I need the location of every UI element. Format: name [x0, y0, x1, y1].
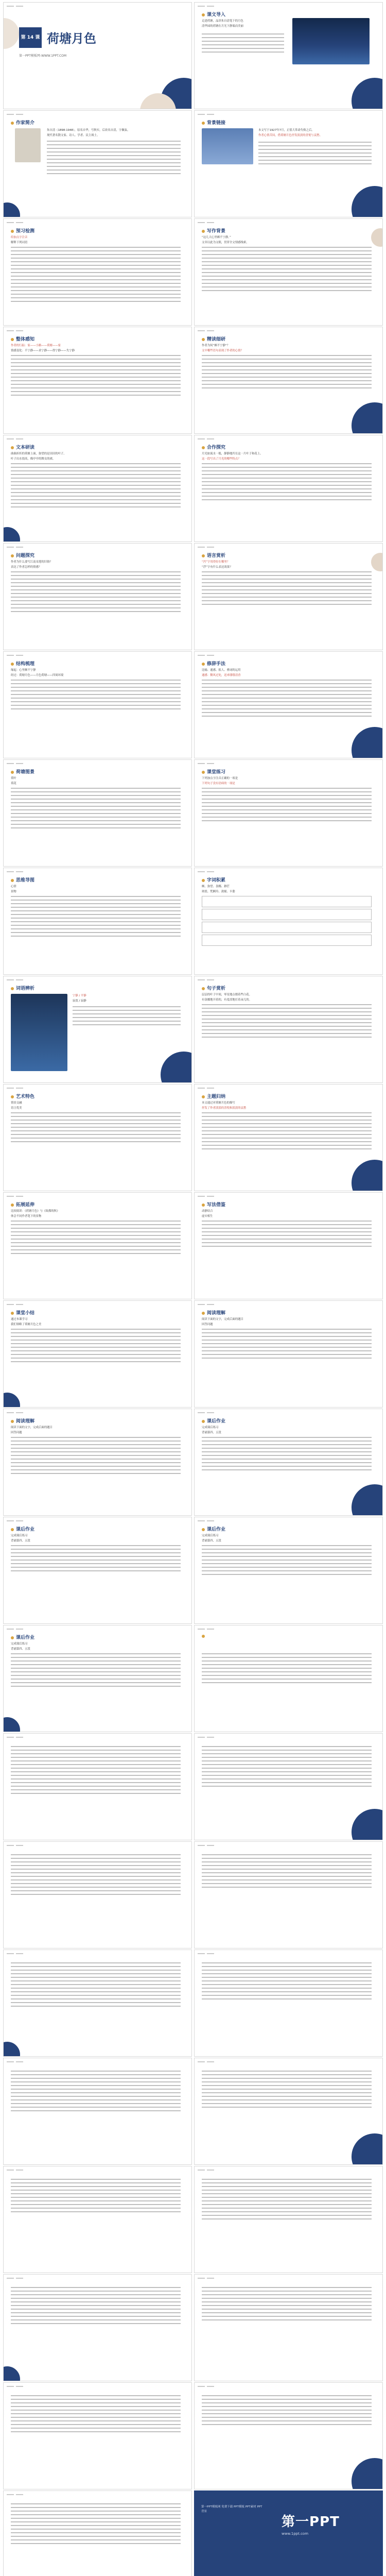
- text-lines: [11, 2179, 181, 2215]
- decor-circle-blue: [352, 1160, 383, 1191]
- bullet-dot-icon: [11, 554, 14, 557]
- slide-text: 通过本课学习 我们领略了荷塘月色之美: [11, 1318, 42, 1327]
- bullet-dot-icon: [202, 338, 205, 341]
- text-lines: [47, 141, 181, 177]
- slide-46[interactable]: [194, 2382, 383, 2489]
- slide-header: [198, 1844, 216, 1847]
- lotus-image: [202, 128, 253, 164]
- text-lines: [202, 463, 372, 503]
- slide-header: [7, 221, 25, 224]
- slide-35[interactable]: [3, 1841, 192, 1948]
- bullet-dot-icon: [202, 446, 205, 449]
- slide-text: 荷叶 荷花: [11, 777, 16, 786]
- bullet-dot-icon: [11, 1636, 14, 1639]
- slide-text: 层层的叶子中间，零星地点缀着些白花。 有袅娜地开着的，有羞涩地打着朵儿的。: [202, 993, 252, 1002]
- slide-23[interactable]: [3, 1192, 192, 1299]
- text-lines: [11, 2395, 181, 2435]
- bullet-dot-icon: [202, 1312, 205, 1315]
- slide-tag: 字词积累: [202, 876, 225, 883]
- decor-circle-blue: [3, 1393, 20, 1408]
- slide-text: 本文写于1927年7月，正值大革命失败之后。 作者心情苦闷，借荷塘月色抒发淡淡的喜悦与哀愁。: [258, 129, 322, 138]
- text-lines: [202, 2287, 372, 2323]
- decor-circle-blue: [3, 527, 20, 542]
- lesson-badge: 第 14 课: [19, 27, 42, 48]
- slide-header: [7, 2385, 25, 2388]
- slide-tag: 课后作业: [11, 1634, 34, 1640]
- text-lines: [202, 788, 372, 824]
- slide-header: [7, 2168, 25, 2172]
- slide-header: [7, 1952, 25, 1955]
- decor-circle-beige: [371, 553, 383, 571]
- text-lines: [202, 2179, 372, 2222]
- slide-header: [198, 437, 216, 440]
- slide-header: [198, 2277, 216, 2280]
- bullet-dot-icon: [202, 1635, 205, 1638]
- text-lines: [11, 788, 181, 831]
- slide-text: 完成课后练习 背诵第四、五段: [202, 1426, 221, 1435]
- brand-left-text: 第一PPT模板网 免费下载 PPT模板 PPT素材 PPT背景: [201, 2505, 262, 2513]
- slide-6[interactable]: [194, 218, 383, 326]
- decor-circle-blue: [352, 2458, 383, 2489]
- slide-text: 动静结合 虚实相生: [202, 1210, 213, 1218]
- slide-text: 走进荷塘，品读朱自清笔下的月色 清华园的荷塘在月光下静谧而美丽: [202, 20, 243, 28]
- text-lines: [202, 680, 372, 719]
- slide-text: 心情 景物: [11, 885, 16, 894]
- cover-title: 荷塘月色: [47, 31, 96, 46]
- slide-9[interactable]: [3, 435, 192, 542]
- slide-18[interactable]: [194, 868, 383, 975]
- slide-header: [7, 2277, 25, 2280]
- slide-header: [7, 113, 25, 116]
- slide-19[interactable]: [3, 976, 192, 1083]
- text-lines: [202, 1653, 372, 1686]
- slide-tag: 课堂小结: [11, 1309, 34, 1316]
- text-lines: [202, 1112, 372, 1152]
- slide-29[interactable]: [3, 1517, 192, 1624]
- slide-text: 完成课后练习 背诵第四、五段: [202, 1534, 221, 1543]
- decor-circle-blue: [352, 1484, 383, 1516]
- text-lines: [11, 1112, 181, 1145]
- slide-40[interactable]: [194, 2058, 383, 2165]
- slide-header: [198, 2060, 216, 2063]
- decor-circle-blue: [3, 2366, 20, 2381]
- bullet-dot-icon: [11, 338, 14, 341]
- end-slide[interactable]: [194, 2490, 383, 2576]
- slide-14[interactable]: [194, 651, 383, 758]
- slide-header: [7, 1519, 25, 1522]
- text-lines: [11, 1329, 181, 1365]
- slide-header: [198, 1195, 216, 1198]
- slide-text: 给加点字注音 解释下列词语: [11, 236, 28, 245]
- slide-tag: 写作背景: [202, 227, 225, 234]
- brand-panel: [194, 2490, 383, 2576]
- slide-header: [198, 978, 216, 981]
- slide-header: [7, 1303, 25, 1306]
- bullet-dot-icon: [202, 1528, 205, 1531]
- slide-tag: 荷塘图景: [11, 768, 34, 775]
- slide-header: [7, 2060, 25, 2063]
- cover-slide[interactable]: [3, 2, 192, 109]
- bullet-dot-icon: [11, 1528, 14, 1531]
- slide-tag: 拓展延伸: [11, 1201, 34, 1208]
- text-lines: [11, 1437, 181, 1477]
- cover-subtitle: 第一PPT模板网-WWW.1PPT.COM: [19, 54, 67, 58]
- slide-header: [7, 1087, 25, 1090]
- slide-text: 情景交融 语言优美: [11, 1101, 22, 1110]
- slide-tag: 课后作业: [11, 1526, 34, 1532]
- slide-header: [7, 1195, 25, 1198]
- slide-tag: 词语辨析: [11, 985, 34, 991]
- bullet-dot-icon: [202, 987, 205, 990]
- slide-header: [7, 437, 25, 440]
- text-lines: [11, 896, 181, 939]
- slide-25[interactable]: [3, 1300, 192, 1408]
- slide-42[interactable]: [194, 2166, 383, 2273]
- slide-41[interactable]: [3, 2166, 192, 2273]
- slide-31[interactable]: [3, 1625, 192, 1732]
- text-lines: [11, 571, 181, 615]
- bullet-dot-icon: [11, 1420, 14, 1423]
- slide-header: [198, 1519, 216, 1522]
- text-lines: [202, 2071, 372, 2110]
- bullet-dot-icon: [202, 122, 205, 125]
- slide-header: [7, 1736, 25, 1739]
- author-portrait: [15, 128, 41, 162]
- slide-text: 颇、弥望、袅娜、渺茫 斑驳、梵婀玲、敛裾、丰姿: [202, 885, 235, 894]
- decor-circle-blue: [352, 78, 383, 109]
- slide-text: “这几天心里颇不宁静。” 文章以此为文眼，贯穿全文情感线索。: [202, 236, 249, 245]
- slide-24[interactable]: [194, 1192, 383, 1299]
- bullet-dot-icon: [11, 1095, 14, 1098]
- bullet-dot-icon: [11, 1312, 14, 1315]
- moon-pond-image: [292, 18, 370, 64]
- bullet-dot-icon: [202, 13, 205, 16]
- text-lines: [73, 1006, 181, 1028]
- slide-text: 阅读下面的文字，完成后面的题目 回答问题: [11, 1426, 52, 1435]
- text-lines: [202, 1004, 372, 1040]
- slide-32[interactable]: [194, 1625, 383, 1732]
- bullet-dot-icon: [11, 1204, 14, 1207]
- slide-header: [198, 221, 216, 224]
- decor-circle-beige-left: [3, 18, 19, 49]
- slide-header: [7, 329, 25, 332]
- slide-20[interactable]: [194, 976, 383, 1083]
- decor-circle-blue: [352, 727, 383, 758]
- slide-text: 作者的行踪：家——小路——荷塘——家 情感变化：不宁静——求宁静——得宁静——失宁静: [11, 344, 75, 353]
- slide-tag: 合作探究: [202, 444, 225, 450]
- text-lines: [11, 2287, 181, 2327]
- slide-13[interactable]: [3, 651, 192, 758]
- slide-tag: 语言赏析: [202, 552, 225, 558]
- bullet-dot-icon: [202, 1420, 205, 1423]
- text-lines: [202, 1746, 372, 1789]
- text-lines: [202, 1854, 372, 1890]
- decor-circle-blue: [352, 2133, 383, 2165]
- decor-circle-blue: [3, 1717, 20, 1732]
- slide-tag: 文本研读: [11, 444, 34, 450]
- slide-tag: 课堂练习: [202, 768, 225, 775]
- slide-tag: 思维导图: [11, 876, 34, 883]
- slide-tag: [202, 1634, 207, 1639]
- bullet-dot-icon: [11, 987, 14, 990]
- slide-tag: 课后作业: [202, 1417, 225, 1424]
- slide-tag: 艺术特色: [11, 1093, 34, 1099]
- slide-text: 比喻、通感、拟人、叠词的运用 通感：微风过处，送来缕缕清香: [202, 669, 241, 677]
- decor-circle-blue: [3, 2042, 20, 2057]
- slide-tag: 修辞手法: [202, 660, 225, 667]
- slide-header: [198, 654, 216, 657]
- text-lines: [11, 1545, 181, 1574]
- bullet-dot-icon: [11, 122, 14, 125]
- slide-tag: 问题探究: [11, 552, 34, 558]
- slide-tag: 背景链接: [202, 119, 225, 126]
- bullet-dot-icon: [202, 771, 205, 774]
- slide-tag: 预习检测: [11, 227, 34, 234]
- slide-header: [7, 870, 25, 873]
- slide-15[interactable]: [3, 759, 192, 867]
- slide-tag: 精读细研: [202, 335, 225, 342]
- slide-44[interactable]: [194, 2274, 383, 2381]
- slide-34[interactable]: [194, 1733, 383, 1840]
- slide-text: 作者为什么要写江南采莲的旧俗？ 表达了作者怎样的情感？: [11, 561, 52, 569]
- slide-text: 宁静 / 平静 寂寞 / 寂静: [73, 994, 86, 1003]
- slide-text: 本文通过对荷塘月色的描写 抒发了作者淡淡的喜悦和淡淡的哀愁: [202, 1101, 247, 1110]
- brand-subtitle: www.1ppt.com: [282, 2532, 309, 2536]
- slide-header: [198, 329, 216, 332]
- slide-10[interactable]: [194, 435, 383, 542]
- slide-22[interactable]: [194, 1084, 383, 1191]
- slide-3[interactable]: [3, 110, 192, 217]
- slide-header: [7, 5, 25, 8]
- slide-tag: 句子赏析: [202, 985, 225, 991]
- slide-header: [198, 546, 216, 549]
- slide-7[interactable]: [3, 327, 192, 434]
- slide-text: 完成课后练习 背诵第四、五段: [11, 1534, 30, 1543]
- text-lines: [11, 2071, 181, 2114]
- text-lines: [202, 1221, 372, 1249]
- slide-text: 缘起：心里颇不宁静 经过：荷塘月色——月色荷塘——四周环境: [11, 669, 64, 677]
- text-lines: [202, 1329, 372, 1361]
- slide-text: 作者为何“颇不宁静”？ 文中哪些语句表现了作者的心情？: [202, 344, 243, 353]
- decor-circle-blue: [352, 1809, 383, 1840]
- text-lines: [11, 463, 181, 510]
- bullet-dot-icon: [11, 879, 14, 882]
- bullet-dot-icon: [11, 771, 14, 774]
- slide-2[interactable]: [194, 2, 383, 109]
- slide-5[interactable]: [3, 218, 192, 326]
- slide-text: 下列加点字注音正确的一项是 下列句子没有语病的一项是: [202, 777, 238, 786]
- slide-tag: 课文导入: [202, 11, 225, 18]
- slide-26[interactable]: [194, 1300, 383, 1408]
- slide-17[interactable]: [3, 868, 192, 975]
- text-lines: [202, 571, 372, 607]
- text-lines: [11, 2503, 181, 2547]
- slide-tag: 阅读理解: [202, 1309, 225, 1316]
- bullet-dot-icon: [11, 663, 14, 666]
- slide-tag: 作家简介: [11, 119, 34, 126]
- text-lines: [11, 1854, 181, 1897]
- slide-text: 朱自清（1898-1948），原名自华，号秋实，后改名自清，字佩弦。 现代著名散文家、诗人、学者、民主战士。: [47, 129, 130, 138]
- slide-header: [198, 1087, 216, 1090]
- slide-43[interactable]: [3, 2274, 192, 2381]
- slide-text: 阅读下面的文字，完成后面的题目 回答问题: [202, 1318, 243, 1327]
- text-lines: [202, 1437, 372, 1473]
- slide-text: 比较阅读：《荷塘月色》与《故都的秋》 体会不同作者笔下的景物: [11, 1210, 60, 1218]
- slide-tag: 主题归纳: [202, 1093, 225, 1099]
- slide-text: 曲曲折折的荷塘上面，弥望的是田田的叶子。 叶子出水很高，像亭亭的舞女的裙。: [11, 452, 66, 461]
- bullet-dot-icon: [11, 230, 14, 233]
- text-lines: [202, 2395, 372, 2428]
- slide-36[interactable]: [194, 1841, 383, 1948]
- slide-header: [198, 1411, 216, 1414]
- slide-header: [7, 1844, 25, 1847]
- slide-header: [7, 1628, 25, 1631]
- lotus-night-image: [11, 994, 67, 1071]
- slide-header: [7, 2493, 25, 2496]
- slide-16[interactable]: [194, 759, 383, 867]
- slide-tag: 阅读理解: [11, 1417, 34, 1424]
- slide-header: [198, 762, 216, 765]
- text-lines: [11, 247, 181, 304]
- slide-header: [198, 1736, 216, 1739]
- text-lines: [258, 142, 372, 167]
- slide-text: [202, 1642, 372, 1643]
- text-lines: [11, 1221, 181, 1257]
- text-lines: [11, 355, 181, 398]
- text-lines: [11, 1746, 181, 1797]
- slide-21[interactable]: [3, 1084, 192, 1191]
- slide-47[interactable]: [3, 2490, 192, 2576]
- slide-header: [198, 5, 216, 8]
- slide-8[interactable]: [194, 327, 383, 434]
- slide-header: [198, 1628, 216, 1631]
- text-lines: [202, 247, 372, 294]
- structure-table: [202, 896, 372, 947]
- bullet-dot-icon: [202, 663, 205, 666]
- slide-text: 月光如流水一般，静静地泻在这一片叶子和花上。 这一段写出了月光的哪些特点？: [202, 452, 263, 461]
- decor-circle-blue: [3, 202, 20, 217]
- slide-header: [198, 870, 216, 873]
- bullet-dot-icon: [202, 879, 205, 882]
- slide-30[interactable]: [194, 1517, 383, 1624]
- slide-45[interactable]: [3, 2382, 192, 2489]
- slide-header: [7, 546, 25, 549]
- text-lines: [202, 355, 372, 391]
- slide-header: [198, 1303, 216, 1306]
- slide-header: [198, 113, 216, 116]
- decor-circle-blue: [352, 186, 383, 217]
- text-lines: [202, 1962, 372, 2002]
- slide-tag: 结构梳理: [11, 660, 34, 667]
- text-lines: [11, 1653, 181, 1689]
- slide-37[interactable]: [3, 1950, 192, 2057]
- text-lines: [11, 680, 181, 712]
- slide-39[interactable]: [3, 2058, 192, 2165]
- brand-logo: 第一PPT: [282, 2514, 340, 2530]
- slide-header: [7, 762, 25, 765]
- slide-text: “泻”字用得好在哪里？ “浮”字有什么表达效果？: [202, 561, 233, 569]
- text-lines: [11, 1962, 181, 2009]
- bullet-dot-icon: [11, 446, 14, 449]
- slide-header: [198, 2168, 216, 2172]
- text-lines: [202, 33, 284, 55]
- slide-28[interactable]: [194, 1409, 383, 1516]
- slide-tag: 课后作业: [202, 1526, 225, 1532]
- slide-tag: 写法借鉴: [202, 1201, 225, 1208]
- decor-circle-blue: [352, 402, 383, 434]
- slide-12[interactable]: [194, 543, 383, 650]
- slide-4[interactable]: [194, 110, 383, 217]
- slide-38[interactable]: [194, 1950, 383, 2057]
- slide-text: 完成课后练习 背诵第四、五段: [11, 1642, 30, 1651]
- bullet-dot-icon: [202, 1095, 205, 1098]
- slide-11[interactable]: [3, 543, 192, 650]
- slide-27[interactable]: [3, 1409, 192, 1516]
- slide-33[interactable]: [3, 1733, 192, 1840]
- bullet-dot-icon: [202, 230, 205, 233]
- slide-header: [7, 654, 25, 657]
- slide-header: [7, 978, 25, 981]
- decor-circle-beige: [371, 228, 383, 247]
- slide-header: [198, 2385, 216, 2388]
- slide-header: [198, 1952, 216, 1955]
- slide-tag: 整体感知: [11, 335, 34, 342]
- text-lines: [202, 1545, 372, 1578]
- bullet-dot-icon: [202, 1204, 205, 1207]
- decor-circle-blue: [161, 1052, 192, 1083]
- slide-header: [7, 1411, 25, 1414]
- bullet-dot-icon: [202, 554, 205, 557]
